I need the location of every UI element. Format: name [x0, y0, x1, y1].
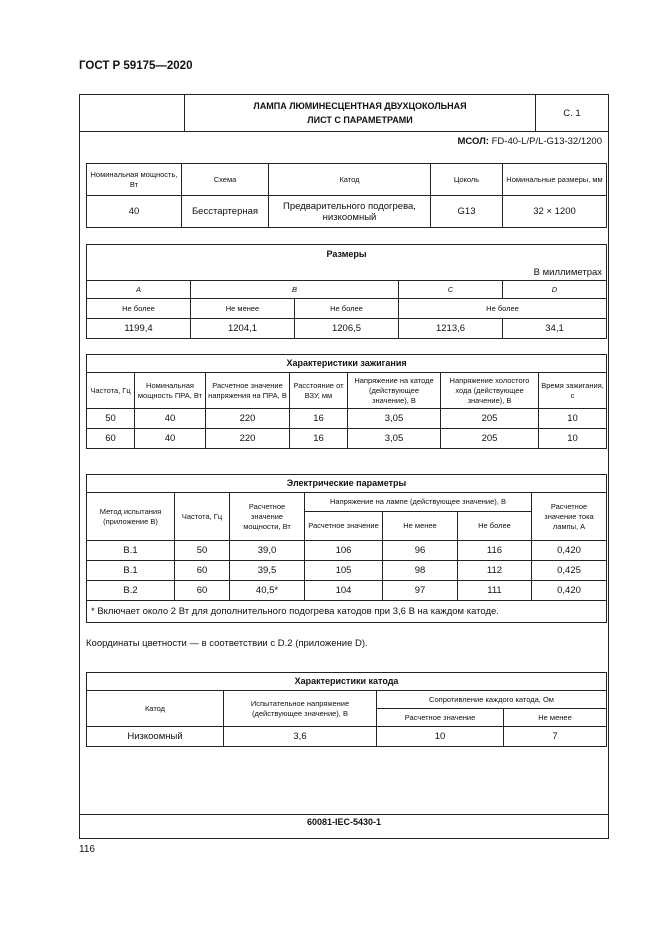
header-voltage-max: Не более — [458, 512, 532, 541]
ignition-header: Расчетное значение напряжения на ПРА, В — [206, 373, 290, 409]
table-row — [87, 409, 607, 429]
standard-number: ГОСТ Р 59175—2020 — [79, 60, 193, 72]
cathode-table — [86, 672, 607, 747]
ignition-header: Частота, Гц — [87, 373, 135, 409]
electrical-cell: 39,0 — [230, 541, 305, 561]
header-cathode: Катод — [269, 164, 431, 196]
dimensions-unit: В миллиметрах — [87, 265, 607, 281]
header-power: Расчетное значение мощности, Вт — [230, 493, 305, 541]
header-voltage-min: Не менее — [383, 512, 458, 541]
ignition-cell: 40 — [135, 409, 206, 429]
dim-letter-a: A — [87, 281, 191, 299]
chromaticity-note: Координаты цветности — в соответствии с D.2 (приложение D). — [86, 638, 368, 649]
header-lamp-current: Расчетное значение тока лампы, А — [532, 493, 607, 541]
header-voltage-rated: Расчетное значение — [305, 512, 383, 541]
header-rated-dimensions: Номинальные размеры, мм — [503, 164, 607, 196]
cell-rated-power: 40 — [87, 196, 182, 228]
electrical-cell: 0,420 — [532, 581, 607, 601]
header-scheme: Схема — [182, 164, 269, 196]
electrical-cell: 98 — [383, 561, 458, 581]
dim-limit-b-max: Не более — [295, 299, 399, 319]
dim-value: 1204,1 — [191, 319, 295, 339]
dim-value: 1213,6 — [399, 319, 503, 339]
dim-value: 34,1 — [503, 319, 607, 339]
dim-value: 1206,5 — [295, 319, 399, 339]
header-lamp-voltage: Напряжение на лампе (действующее значение), В — [305, 493, 532, 512]
ignition-cell: 220 — [206, 409, 290, 429]
electrical-cell: 0,420 — [532, 541, 607, 561]
ignition-cell: 10 — [539, 429, 607, 449]
electrical-cell: 40,5* — [230, 581, 305, 601]
table-row — [87, 561, 607, 581]
sheet-title-line2: ЛИСТ С ПАРАМЕТРАМИ — [307, 115, 413, 125]
sheet-title-line1: ЛАМПА ЛЮМИНЕСЦЕНТНАЯ ДВУХЦОКОЛЬНАЯ — [253, 101, 467, 111]
ignition-header: Напряжение холостого хода (действующее значение), В — [441, 373, 539, 409]
parameter-sheet-frame — [79, 94, 609, 839]
header-resistance-min: Не менее — [504, 709, 607, 727]
electrical-cell: 0,425 — [532, 561, 607, 581]
ignition-cell: 3,05 — [348, 429, 441, 449]
dimensions-table — [86, 244, 607, 339]
cell-cap: G13 — [431, 196, 503, 228]
electrical-caption: Электрические параметры — [87, 475, 607, 493]
table-row — [87, 581, 607, 601]
header-resistance: Сопротивление каждого катода, Ом — [377, 691, 607, 709]
electrical-cell: B.2 — [87, 581, 175, 601]
ignition-cell: 16 — [290, 429, 348, 449]
electrical-cell: 105 — [305, 561, 383, 581]
sheet-page-label: С. 1 — [563, 107, 581, 119]
ignition-cell: 50 — [87, 409, 135, 429]
dim-letter-b: B — [191, 281, 399, 299]
electrical-cell: 104 — [305, 581, 383, 601]
electrical-cell: 39,5 — [230, 561, 305, 581]
dim-value: 1199,4 — [87, 319, 191, 339]
header-cap: Цоколь — [431, 164, 503, 196]
header-frequency: Частота, Гц — [175, 493, 230, 541]
electrical-table — [86, 474, 607, 623]
table-row — [87, 541, 607, 561]
electrical-cell: 116 — [458, 541, 532, 561]
ignition-table — [86, 354, 607, 449]
cathode-cell: 10 — [377, 727, 504, 747]
ignition-caption: Характеристики зажигания — [87, 355, 607, 373]
dim-letter-c: C — [399, 281, 503, 299]
ignition-cell: 10 — [539, 409, 607, 429]
ignition-cell: 220 — [206, 429, 290, 449]
table-row — [87, 429, 607, 449]
dim-limit-b-min: Не менее — [191, 299, 295, 319]
ignition-cell: 205 — [441, 409, 539, 429]
msol-label: МСОЛ: — [457, 136, 489, 147]
header-test-voltage: Испытательное напряжение (действующее значение), В — [224, 691, 377, 727]
sheet-code: 60081-IEC-5430-1 — [306, 817, 382, 827]
dim-letter-d: D — [503, 281, 607, 299]
table-row — [87, 727, 607, 747]
header-test-method: Метод испытания (приложение B) — [87, 493, 175, 541]
ignition-header: Номинальная мощность ПРА, Вт — [135, 373, 206, 409]
electrical-cell: 106 — [305, 541, 383, 561]
header-resistance-rated: Расчетное значение — [377, 709, 504, 727]
electrical-footnote: * Включает около 2 Вт для дополнительного подогрева катодов при 3,6 В на каждом катоде. — [87, 601, 607, 623]
cathode-caption: Характеристики катода — [87, 673, 607, 691]
title-cell — [185, 95, 536, 131]
msol-value: FD-40-L/P/L-G13-32/1200 — [491, 136, 602, 147]
ignition-cell: 205 — [441, 429, 539, 449]
title-row — [80, 95, 608, 132]
electrical-cell: 97 — [383, 581, 458, 601]
dim-limit-a: Не более — [87, 299, 191, 319]
ignition-header: Расстояние от ВЗУ, мм — [290, 373, 348, 409]
electrical-cell: B.1 — [87, 561, 175, 581]
main-parameters-table — [86, 163, 607, 228]
cell-rated-dimensions: 32 × 1200 — [503, 196, 607, 228]
ignition-cell: 60 — [87, 429, 135, 449]
page-number: 116 — [79, 844, 95, 855]
cathode-cell: 3,6 — [224, 727, 377, 747]
cathode-cell: 7 — [504, 727, 607, 747]
dimensions-caption: Размеры — [87, 245, 607, 265]
footer-divider — [80, 814, 608, 815]
electrical-cell: B.1 — [87, 541, 175, 561]
ignition-cell: 16 — [290, 409, 348, 429]
electrical-cell: 50 — [175, 541, 230, 561]
electrical-cell: 60 — [175, 561, 230, 581]
header-rated-power: Номинальная мощность, Вт — [87, 164, 182, 196]
cell-scheme: Бесстартерная — [182, 196, 269, 228]
ignition-header: Время зажигания, с — [539, 373, 607, 409]
electrical-cell: 112 — [458, 561, 532, 581]
ignition-cell: 40 — [135, 429, 206, 449]
cell-cathode: Предварительного подогрева, низкоомный — [269, 196, 431, 228]
electrical-cell: 111 — [458, 581, 532, 601]
electrical-cell: 96 — [383, 541, 458, 561]
electrical-cell: 60 — [175, 581, 230, 601]
dim-limit-cd: Не более — [399, 299, 607, 319]
msol-code — [457, 136, 602, 147]
cathode-cell: Низкоомный — [87, 727, 224, 747]
header-cathode-type: Катод — [87, 691, 224, 727]
ignition-cell: 3,05 — [348, 409, 441, 429]
title-left-cell — [80, 95, 185, 131]
ignition-header: Напряжение на катоде (действующее значение), В — [348, 373, 441, 409]
